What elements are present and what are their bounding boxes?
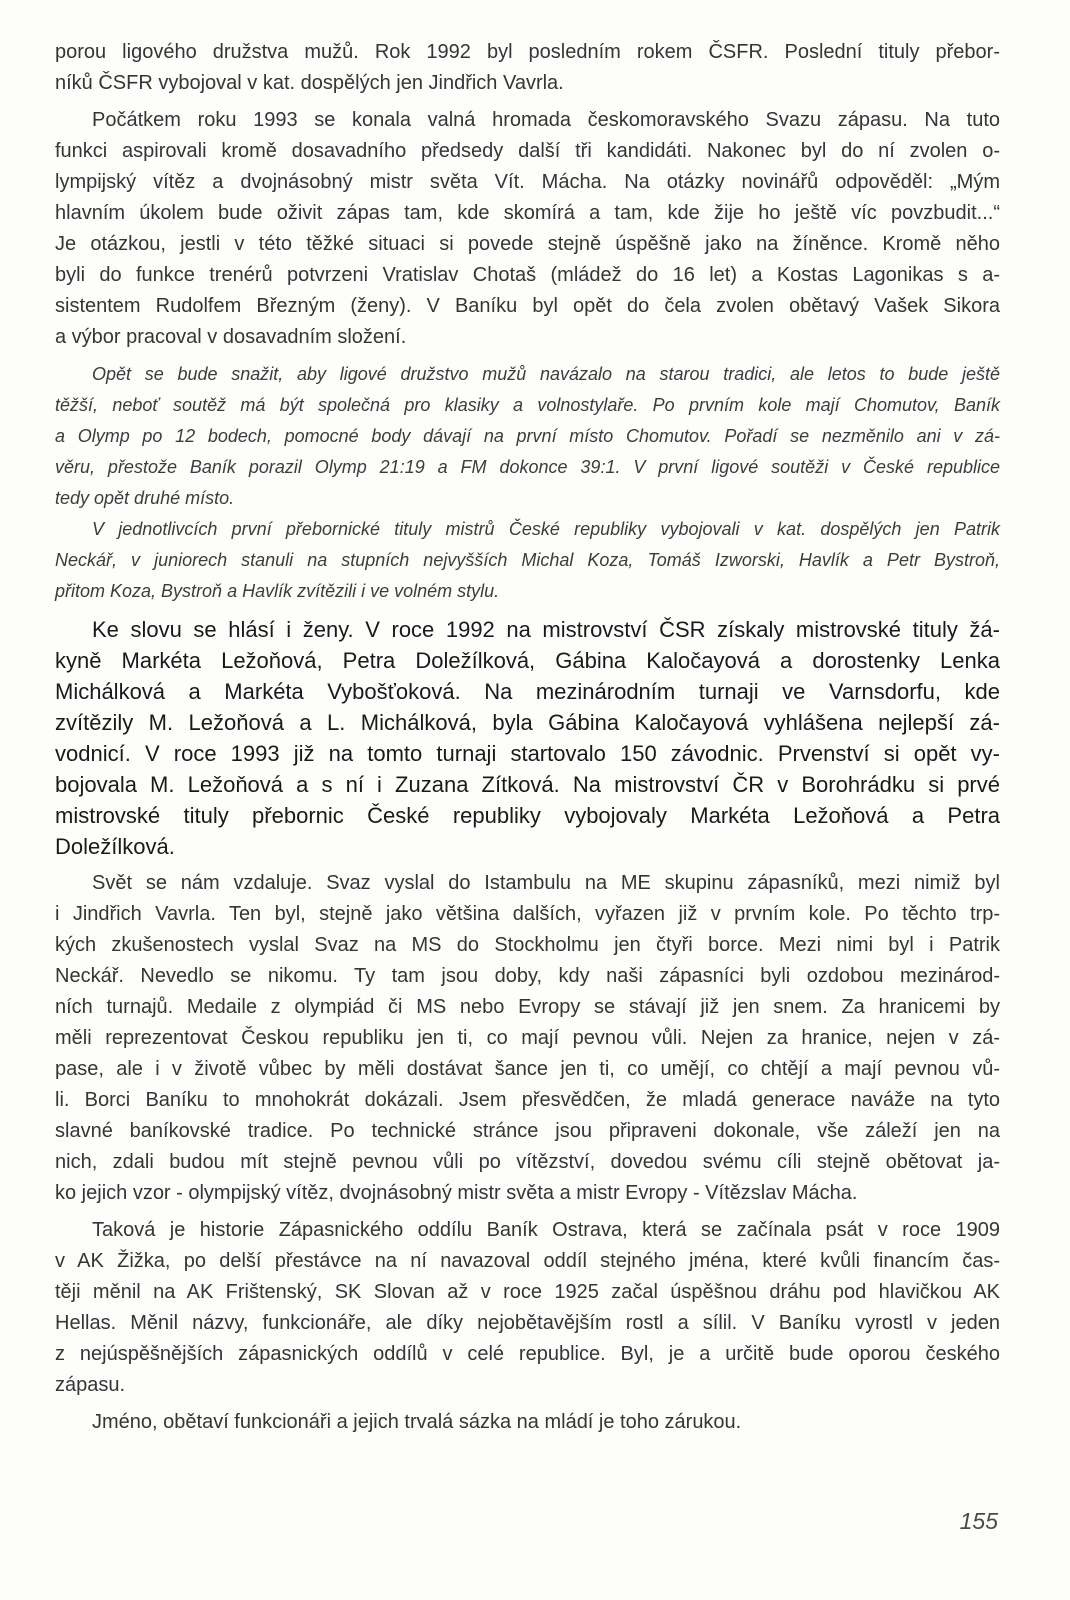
text-line: pase, ale i v životě vůbec by měli dostávat šance jen ti, co umějí, co chtějí a mají pevnou vů- [55,1058,1000,1080]
text-line: nich, zdali budou mít stejně pevnou vůli po vítězství, dovedou svému cíli stejně obětovat ja- [55,1151,1000,1173]
text-line: níků ČSFR vybojoval v kat. dospělých jen Jindřich Vavrla. [55,72,564,94]
paragraph-closing [55,1407,1000,1438]
text-line: Je otázkou, jestli v této těžké situaci si povede stejně úspěšně jako na žíněnce. Kromě něho [55,233,1000,255]
page-number: 155 [959,1508,998,1534]
text-line: hlavním úkolem bude oživit zápas tam, kde skomírá a tam, kde žije ho ještě víc povzbudit...“ [55,202,1000,224]
text-line: a Olymp po 12 bodech, pomocné body dávají na první místo Chomutov. Pořadí se nezměnilo ani v zá- [55,426,1000,446]
text-line: Michálková a Markéta Vybošťoková. Na mezinárodním turnaji ve Varnsdorfu, kde [55,679,1000,704]
text-line: slavné baníkovské tradice. Po technické stránce jsou připraveni dokonale, vše záleží jen na [55,1120,1000,1142]
text-line: v AK Žižka, po delší přestávce na ní navazoval oddíl stejného jména, které kvůli financím čas- [55,1250,1000,1272]
text-line: měli reprezentovat Českou republiku jen ti, co mají pevnou vůli. Nejen za hranice, nejen v zá- [55,1027,1000,1049]
text-line: vodnicí. V roce 1993 již na tomto turnaji startovalo 150 závodnic. Prvenství si opět vy- [55,741,1000,766]
text-line: z nejúspěšnějších zápasnických oddílů v celé republice. Byl, je a určitě bude oporou českého [55,1343,1000,1365]
text-line: přitom Koza, Bystroň a Havlík zvítězili i ve volném stylu. [55,581,500,601]
text-line: těžší, neboť soutěž má být společná pro klasiky a volnostylaře. Po prvním kole mají Chomutov, Baník [55,395,1000,415]
text-line: Opět se bude snažit, aby ligové družstvo mužů navázalo na starou tradici, ale letos to bude ještě [92,364,1000,384]
text-line: sistentem Rudolfem Březným (ženy). V Baníku byl opět do čela zvolen obětavý Vašek Sikora [55,295,1000,317]
text-line: bojovala M. Ležoňová a s ní i Zuzana Zítková. Na mistrovství ČR v Borohrádku si prvé [55,772,1000,797]
text-line: Doležílková. [55,834,175,859]
text-line: porou ligového družstva mužů. Rok 1992 byl posledním rokem ČSFR. Poslední tituly přebor- [55,41,1000,63]
text-line: Ke slovu se hlásí i ženy. V roce 1992 na mistrovství ČSR získaly mistrovské tituly žá- [92,617,1000,642]
text-line: funkci aspirovali kromě dosavadního předsedy další tři kandidáti. Nakonec byl do ní zvolen o- [55,140,1000,162]
text-line: ko jejich vzor - olympijský vítěz, dvojnásobný mistr světa a mistr Evropy - Vítězslav Mácha. [55,1182,858,1204]
text-line: kých zkušenostech vyslal Svaz na MS do Stockholmu jen čtyři borce. Mezi nimi byl i Patrik [55,934,1000,956]
text-line: mistrovské tituly přebornic České republiky vybojovaly Markéta Ležoňová a Petra [55,803,1000,828]
paragraph-general-meeting [55,105,1000,353]
text-line: Taková je historie Zápasnického oddílu Baník Ostrava, která se začínala psát v roce 1909 [92,1219,1000,1241]
paragraph-continuation [55,37,1000,99]
text-line: kyně Markéta Ležoňová, Petra Doležílková, Gábina Kaločayová a dorostenky Lenka [55,648,1000,673]
paragraph-women [55,614,1000,862]
text-line: Neckář. Nevedlo se nikomu. Ty tam jsou doby, kdy naši zápasníci byli ozdobou mezinárod- [55,965,1000,987]
text-line: Hellas. Měnil názvy, funkcionáře, ale díky nejobětavějším rostl a sílil. V Baníku vyrostl v jeden [55,1312,1000,1334]
text-line: V jednotlivcích první přebornické tituly mistrů České republiky vybojovali v kat. dospělých jen Patrik [92,519,1000,539]
text-line: Neckář, v juniorech stanuli na stupních nejvyšších Michal Koza, Tomáš Izworski, Havlík a Petr Bystroň, [55,550,1000,570]
text-line: byli do funkce trenérů potvrzeni Vratislav Chotaš (mládež do 16 let) a Kostas Lagonikas s a- [55,264,1000,286]
text-line: věru, přestože Baník porazil Olymp 21:19 a FM dokonce 39:1. V první ligové soutěži v České republice [55,457,1000,477]
text-line: lympijský vítěz a dvojnásobný mistr světa Vít. Mácha. Na otázky novinářů odpověděl: „Mým [55,171,1000,193]
text-line: zvítězily M. Ležoňová a L. Michálková, byla Gábina Kaločayová vyhlášena nejlepší zá- [55,710,1000,735]
italic-note-individuals [55,514,1000,607]
text-line: těji měnil na AK Frištenský, SK Slovan až v roce 1925 začal úspěšnou dráhu pod hlavičkou AK [55,1281,1000,1303]
italic-note-league [55,359,1000,514]
text-line: a výbor pracoval v dosavadním složení. [55,326,407,348]
text-line: Svět se nám vzdaluje. Svaz vyslal do Istambulu na ME skupinu zápasníků, mezi nimiž byl [92,872,1000,894]
text-line: tedy opět druhé místo. [55,488,235,508]
text-line: Počátkem roku 1993 se konala valná hromada českomoravského Svazu zápasu. Na tuto [92,109,1000,131]
text-column [55,37,1000,1438]
text-line: ních turnajů. Medaile z olympiád či MS nebo Evropy se stávají již jen snem. Za hranicemi by [55,996,1000,1018]
paragraph-history [55,1215,1000,1401]
text-line: zápasu. [55,1374,126,1396]
paragraph-world [55,868,1000,1209]
text-line: i Jindřich Vavrla. Ten byl, stejně jako většina dalších, vyřazen již v prvním kole. Po těchto trp- [55,903,1000,925]
text-line: li. Borci Baníku to mnohokrát dokázali. Jsem přesvědčen, že mladá generace naváže na tyto [55,1089,1000,1111]
text-line: Jméno, obětaví funkcionáři a jejich trvalá sázka na mládí je toho zárukou. [92,1411,742,1433]
